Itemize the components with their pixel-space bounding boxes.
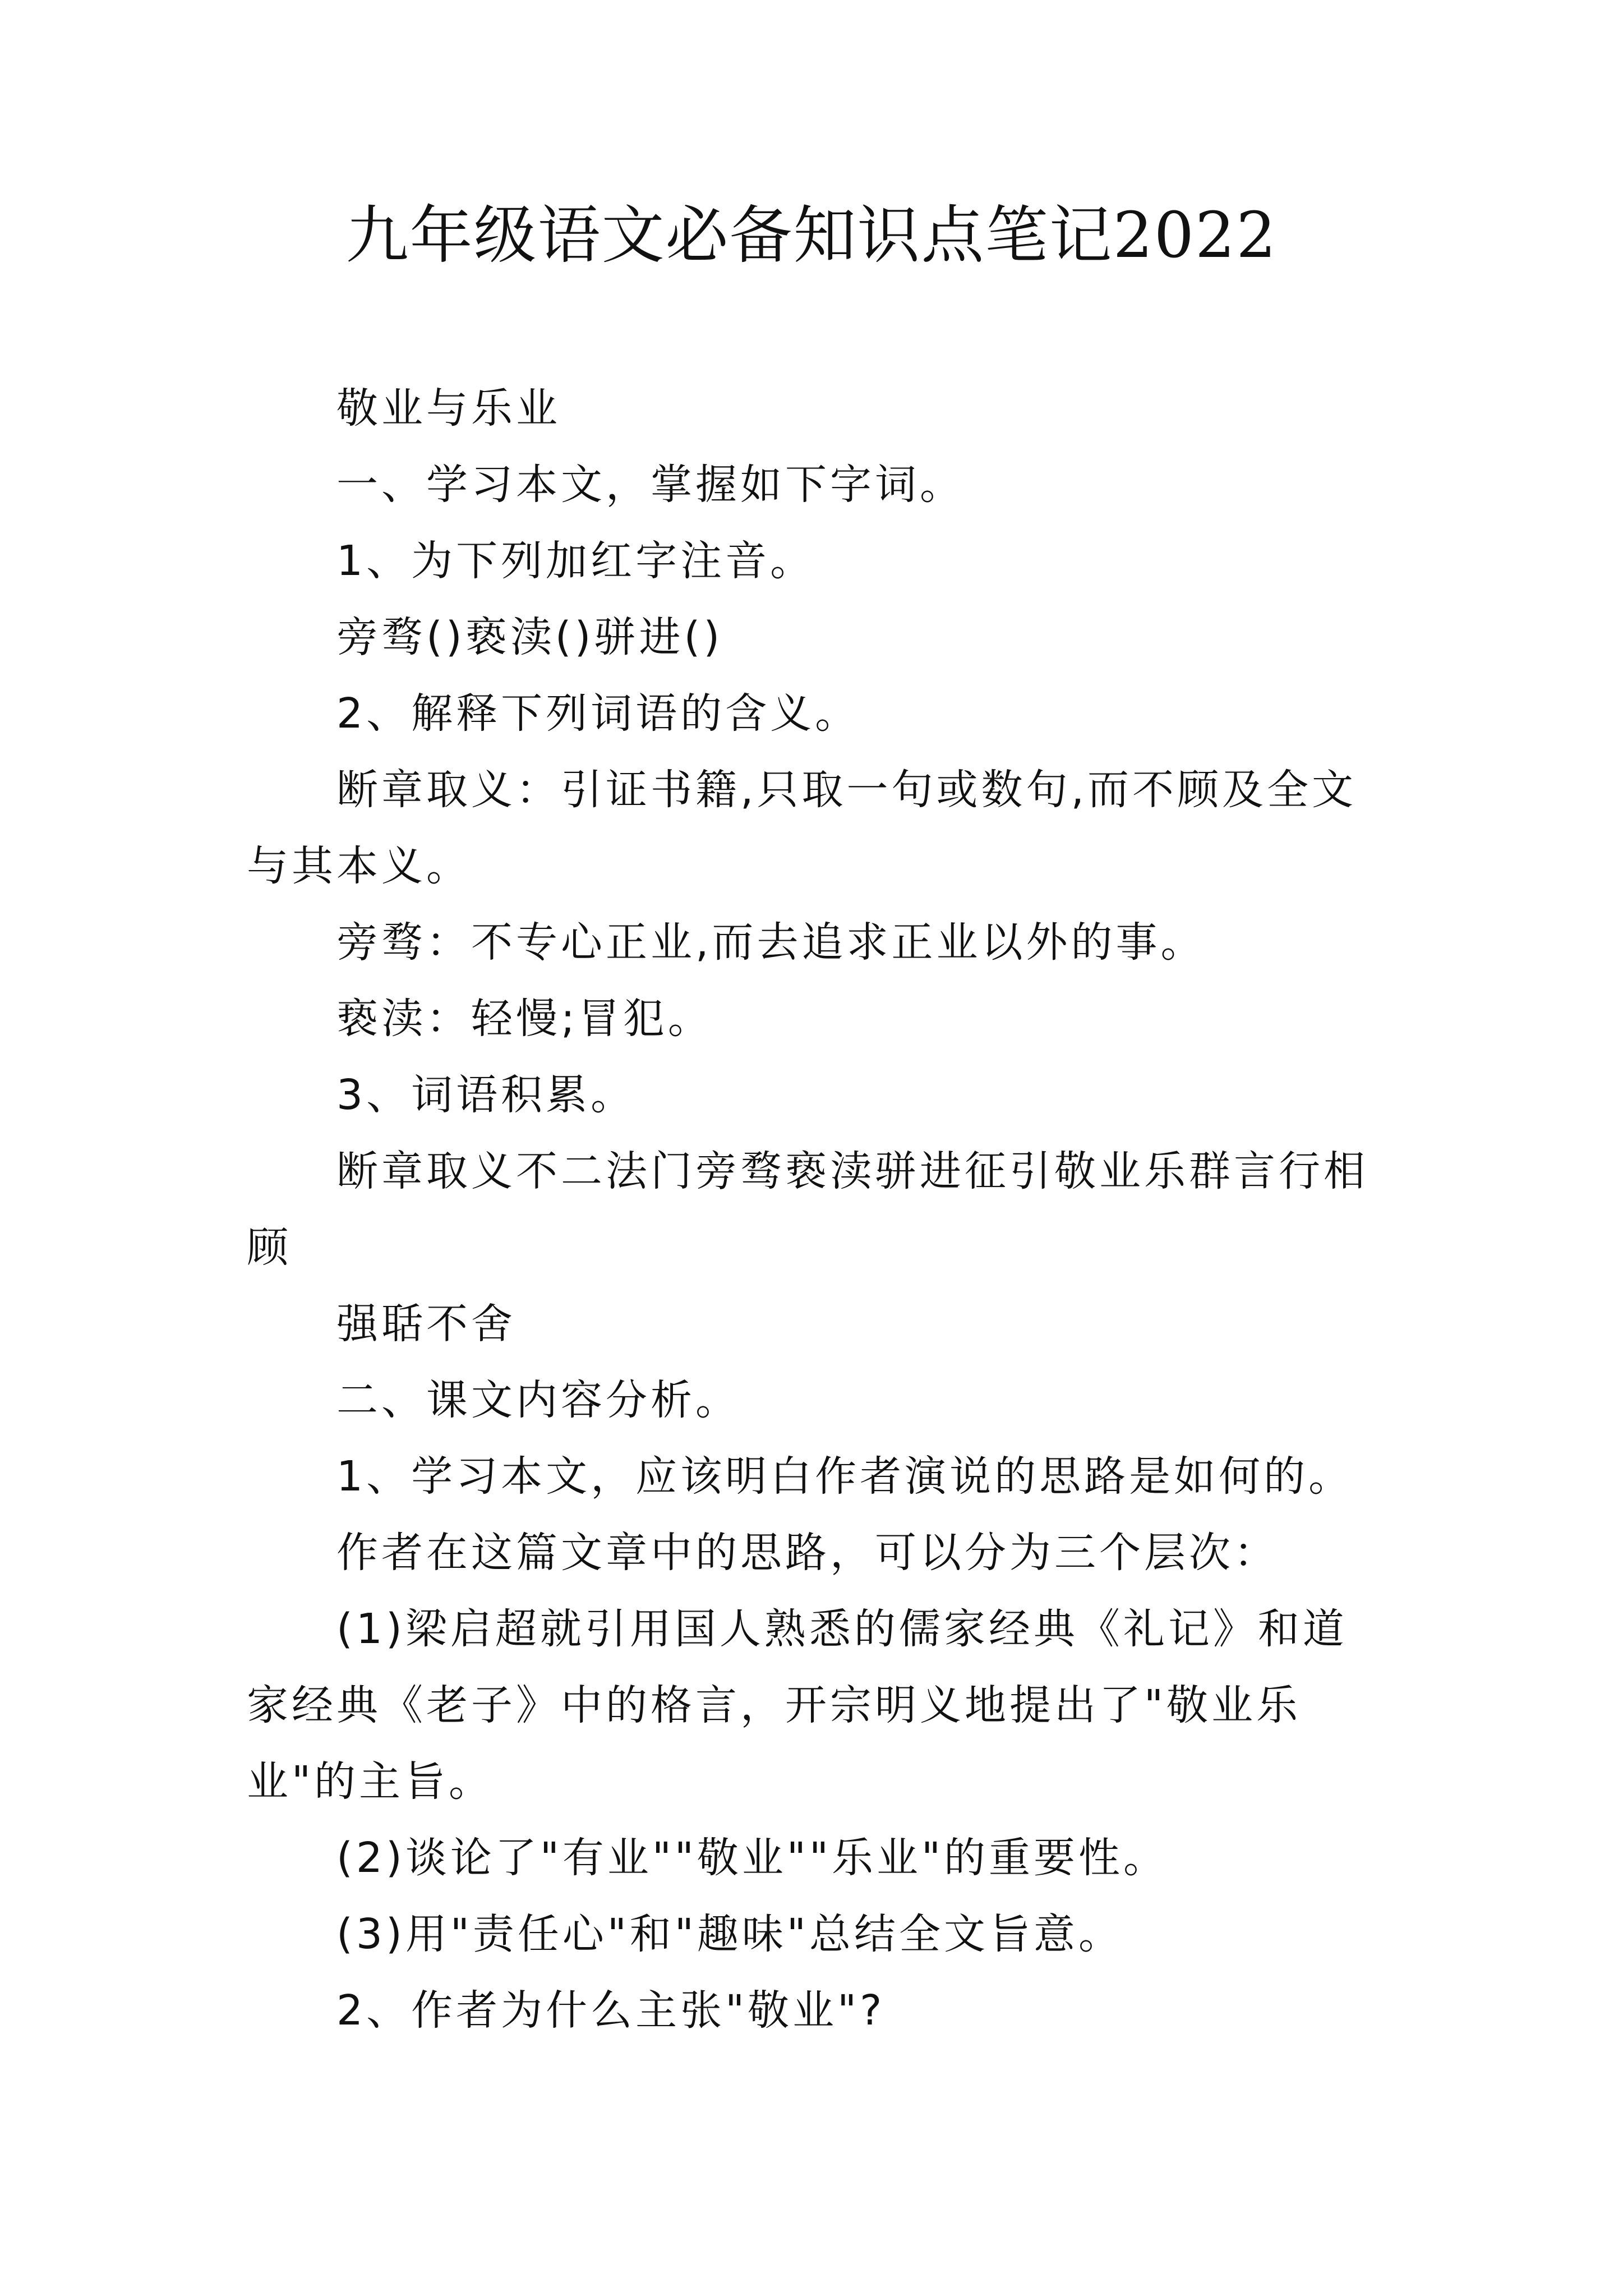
question-item: 2、解释下列词语的含义。: [336, 689, 860, 738]
pinyin-blanks: 旁骛()亵渎()骈进(): [336, 613, 723, 661]
body-paragraph: 作者在这篇文章中的思路，可以分为三个层次：: [336, 1529, 1279, 1577]
vocabulary-list: 强聒不舍: [336, 1300, 516, 1348]
body-paragraph: (2)谈论了"有业""敬业""乐业"的重要性。: [336, 1834, 1169, 1882]
vocabulary-list: 断章取义不二法门旁骛亵渎骈进征引敬业乐群言行相顾: [247, 1147, 1368, 1272]
question-item: 3、词语积累。: [336, 1071, 636, 1119]
question-item: 2、作者为什么主张"敬业"?: [336, 1986, 886, 2035]
definition-item: 旁骛：不专心正业,而去追求正业以外的事。: [336, 918, 1206, 967]
body-paragraph: (3)用"责任心"和"趣味"总结全文旨意。: [336, 1910, 1123, 1958]
part-heading: 二、课文内容分析。: [336, 1376, 740, 1424]
question-item: 1、为下列加红字注音。: [336, 537, 815, 585]
document-body: [247, 370, 1380, 2049]
document-title: 九年级语文必备知识点笔记2022: [345, 199, 1278, 272]
body-paragraph: (1)梁启超就引用国人熟悉的儒家经典《礼记》和道家经典《老子》中的格言，开宗明义地提出了"敬业乐业"的主旨。: [247, 1605, 1348, 1806]
definition-item: 断章取义：引证书籍,只取一句或数句,而不顾及全文与其本义。: [247, 766, 1357, 890]
section-heading: 敬业与乐业: [336, 384, 561, 432]
definition-item: 亵渎：轻慢;冒犯。: [336, 995, 713, 1043]
part-heading: 一、学习本文，掌握如下字词。: [336, 461, 965, 509]
question-item: 1、学习本文，应该明白作者演说的思路是如何的。: [336, 1452, 1354, 1501]
